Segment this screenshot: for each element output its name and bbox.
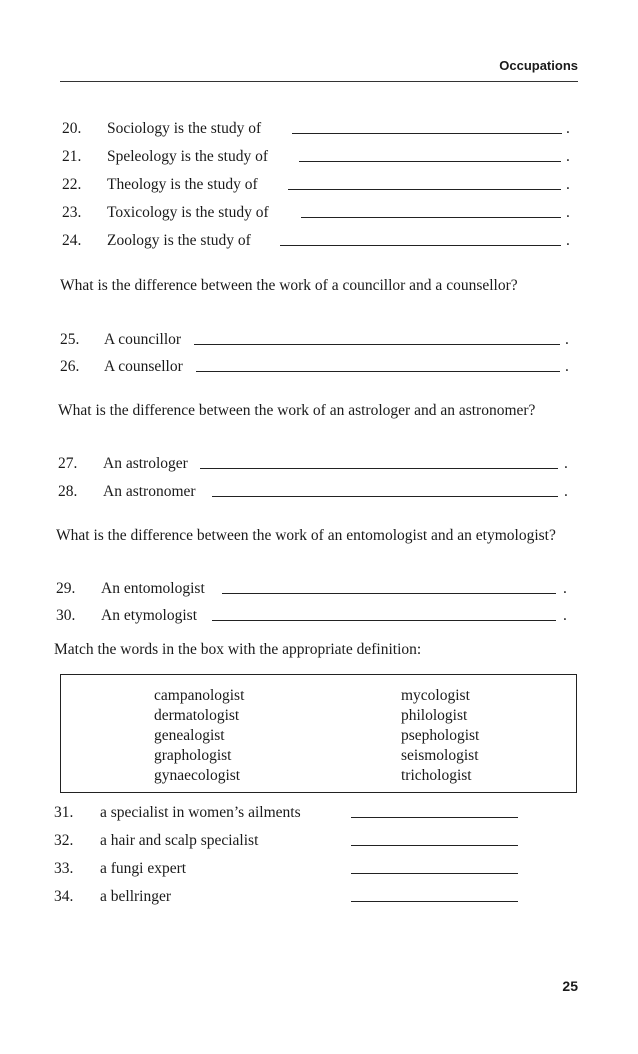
period: .	[566, 120, 570, 137]
list-item	[62, 202, 582, 224]
item-number: 25.	[60, 331, 80, 348]
period: .	[565, 358, 569, 375]
header-title: Occupations	[499, 58, 578, 73]
item-text: a hair and scalp specialist	[100, 832, 259, 849]
list-item	[62, 118, 582, 140]
period: .	[566, 148, 570, 165]
item-number: 20.	[62, 120, 82, 137]
answer-blank[interactable]	[212, 496, 558, 497]
word: genealogist	[154, 727, 225, 744]
word: seismologist	[401, 747, 479, 764]
answer-blank[interactable]	[299, 161, 561, 162]
list-item	[56, 605, 576, 627]
item-text: Speleology is the study of	[107, 148, 269, 165]
answer-blank[interactable]	[200, 468, 558, 469]
answer-blank[interactable]	[222, 593, 556, 594]
word-column-right	[401, 686, 479, 786]
answer-blank[interactable]	[351, 901, 518, 902]
word: gynaecologist	[154, 767, 241, 784]
answer-blank[interactable]	[280, 245, 561, 246]
answer-blank[interactable]	[196, 371, 560, 372]
item-text: a bellringer	[100, 888, 172, 905]
list-item	[54, 802, 524, 824]
period: .	[563, 580, 567, 597]
period: .	[565, 331, 569, 348]
list-item	[58, 481, 578, 503]
answer-blank[interactable]	[351, 845, 518, 846]
list-item	[62, 174, 582, 196]
item-number: 29.	[56, 580, 76, 597]
word: psephologist	[401, 727, 480, 744]
period: .	[564, 483, 568, 500]
answer-blank[interactable]	[301, 217, 561, 218]
word: dermatologist	[154, 707, 240, 724]
item-number: 31.	[54, 804, 74, 821]
item-text: An astrologer	[103, 455, 188, 472]
item-number: 32.	[54, 832, 74, 849]
word: philologist	[401, 707, 468, 724]
item-number: 26.	[60, 358, 80, 375]
answer-blank[interactable]	[292, 133, 562, 134]
question-text: What is the difference between the work of an entomologist and an etymologist?	[56, 527, 556, 544]
item-text: a fungi expert	[100, 860, 187, 877]
word-column-left	[154, 686, 244, 786]
list-item	[54, 858, 524, 880]
page-number: 25	[562, 978, 578, 994]
item-number: 22.	[62, 176, 82, 193]
word-box	[60, 674, 577, 793]
list-item	[58, 453, 578, 475]
answer-blank[interactable]	[351, 873, 518, 874]
period: .	[563, 607, 567, 624]
list-item	[60, 329, 580, 351]
list-item	[62, 230, 582, 252]
item-text: Zoology is the study of	[107, 232, 251, 249]
list-item	[56, 578, 576, 600]
item-number: 27.	[58, 455, 78, 472]
word: campanologist	[154, 687, 245, 704]
item-number: 30.	[56, 607, 76, 624]
item-text: Sociology is the study of	[107, 120, 262, 137]
answer-blank[interactable]	[351, 817, 518, 818]
word: trichologist	[401, 767, 472, 784]
header-rule	[60, 81, 578, 82]
word: mycologist	[401, 687, 470, 704]
item-text: An etymologist	[101, 607, 198, 624]
list-item	[54, 830, 524, 852]
item-text: A counsellor	[104, 358, 183, 375]
question-text: What is the difference between the work of a councillor and a counsellor?	[60, 277, 518, 294]
period: .	[566, 232, 570, 249]
item-number: 24.	[62, 232, 82, 249]
list-item	[62, 146, 582, 168]
period: .	[564, 455, 568, 472]
item-text: An entomologist	[101, 580, 205, 597]
item-text: Theology is the study of	[107, 176, 258, 193]
word: graphologist	[154, 747, 232, 764]
item-text: Toxicology is the study of	[107, 204, 269, 221]
item-number: 33.	[54, 860, 74, 877]
answer-blank[interactable]	[212, 620, 556, 621]
period: .	[566, 176, 570, 193]
question-text: What is the difference between the work of an astrologer and an astronomer?	[58, 402, 536, 419]
match-instruction: Match the words in the box with the appropriate definition:	[54, 641, 422, 658]
item-text: An astronomer	[103, 483, 196, 500]
item-number: 23.	[62, 204, 82, 221]
item-text: A councillor	[104, 331, 182, 348]
item-text: a specialist in women’s ailments	[100, 804, 301, 821]
item-number: 21.	[62, 148, 82, 165]
answer-blank[interactable]	[288, 189, 561, 190]
list-item	[60, 356, 580, 378]
item-number: 34.	[54, 888, 74, 905]
answer-blank[interactable]	[194, 344, 560, 345]
item-number: 28.	[58, 483, 78, 500]
list-item	[54, 886, 524, 908]
period: .	[566, 204, 570, 221]
